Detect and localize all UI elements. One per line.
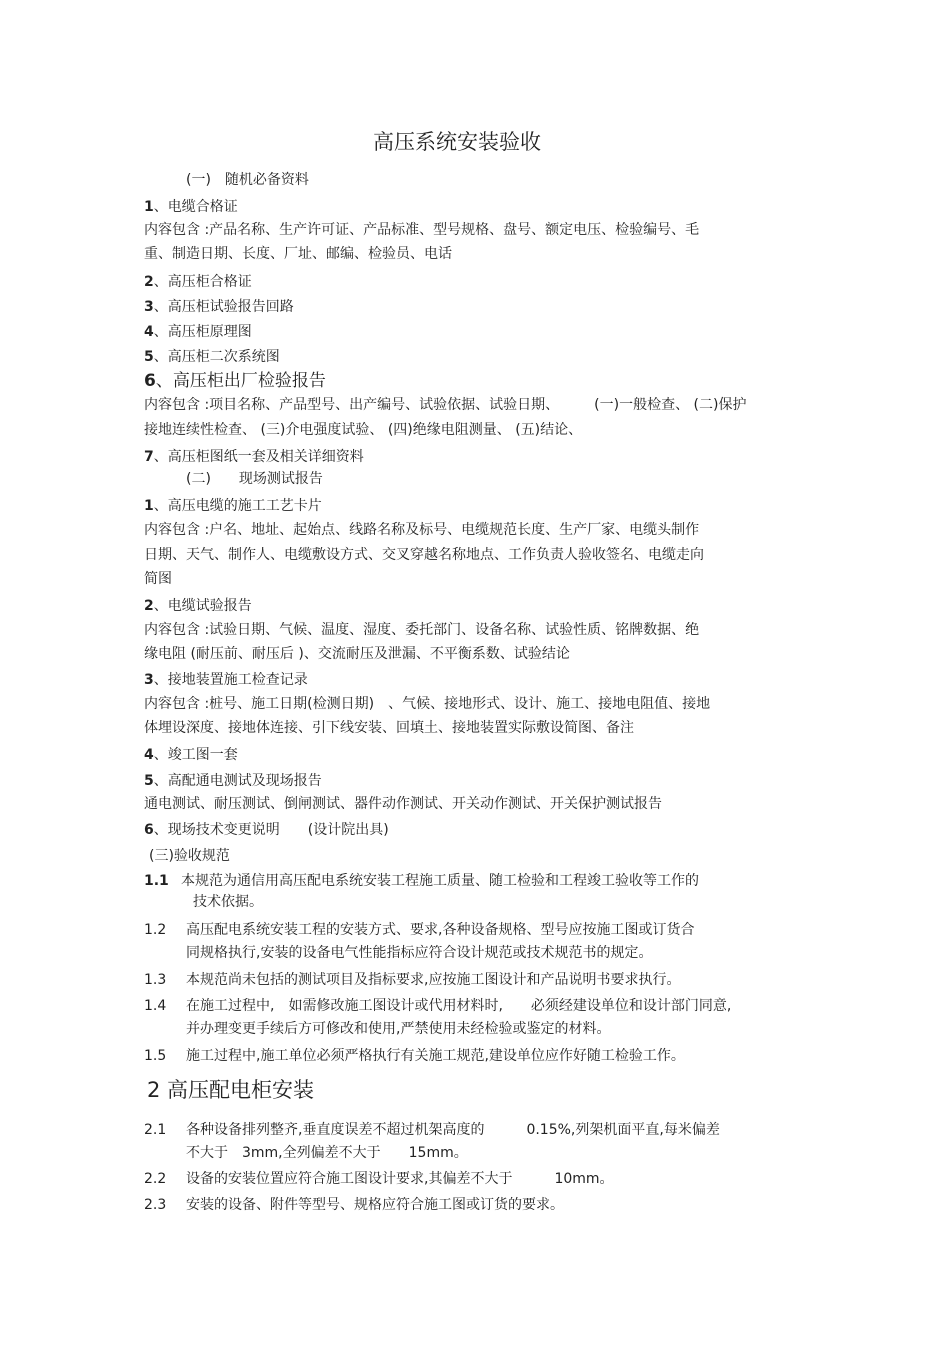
clause-line: 在施工过程中, 如需修改施工图设计或代用材料时, 必须经建设单位和设计部门同意, (186, 998, 732, 1014)
item-label: 、高压柜出厂检验报告 (155, 371, 326, 391)
paragraph-line: 重、制造日期、长度、厂址、邮编、检验员、电话 (144, 246, 452, 262)
item-number: 1 (144, 498, 154, 514)
clause-line: 本规范尚未包括的测试项目及指标要求,应按施工图设计和产品说明书要求执行。 (186, 972, 681, 988)
item-label: 、竣工图一套 (153, 747, 238, 763)
item-label: 、高压柜图纸一套及相关详细资料 (153, 449, 364, 465)
clause-line: 安装的设备、附件等型号、规格应符合施工图或订货的要求。 (186, 1197, 564, 1213)
section-heading: (一) 随机必备资料 (186, 172, 309, 188)
list-item (144, 273, 252, 291)
item-number: 3 (144, 299, 154, 315)
list-item (144, 198, 238, 216)
item-number: 7 (144, 449, 154, 465)
list-item (144, 497, 322, 515)
list-item (144, 348, 280, 366)
item-label: 、高压柜二次系统图 (153, 349, 280, 365)
list-item (144, 448, 364, 466)
clause-line: 不大于 3mm,全列偏差不大于 15mm。 (186, 1145, 468, 1161)
item-label: 、高压柜试验报告回路 (153, 299, 294, 315)
item-label: 、接地装置施工检查记录 (153, 672, 308, 688)
clause-line: 本规范为通信用高压配电系统安装工程施工质量、随工检验和工程竣工验收等工作的 (181, 873, 699, 889)
paragraph-line: 内容包含 :桩号、施工日期(检测日期) 、气候、接地形式、设计、施工、接地电阻值、接地 (144, 696, 711, 712)
clause-line: 施工过程中,施工单位必须严格执行有关施工规范,建设单位应作好随工检验工作。 (186, 1048, 685, 1064)
clause-number: 2.1 (144, 1122, 167, 1138)
list-item (144, 821, 389, 839)
section-heading: (三)验收规范 (149, 848, 230, 864)
paragraph-line: 日期、天气、制作人、电缆敷设方式、交叉穿越名称地点、工作负责人验收签名、电缆走向 (144, 547, 704, 563)
clause-number: 2.2 (144, 1171, 167, 1187)
paragraph-line: 内容包含 :项目名称、产品型号、出产编号、试验依据、试验日期、 (一)一般检查、 (二)保护 (144, 397, 747, 413)
item-number: 6 (144, 822, 154, 838)
clause-line: 同规格执行,安装的设备电气性能指标应符合设计规范或技术规范书的规定。 (186, 945, 653, 961)
item-label: 、电缆合格证 (153, 199, 238, 215)
item-number: 4 (144, 747, 154, 763)
document-title: 高压系统安装验收 (373, 130, 541, 154)
item-number: 2 (144, 598, 154, 614)
item-number: 1 (144, 199, 154, 215)
paragraph-line: 接地连续性检查、 (三)介电强度试验、 (四)绝缘电阻测量、 (五)结论、 (144, 422, 583, 438)
item-number: 5 (144, 773, 154, 789)
item-label: 、高压电缆的施工工艺卡片 (153, 498, 322, 514)
item-number: 6 (144, 371, 156, 391)
item-label: 、高压柜原理图 (153, 324, 252, 340)
item-label: 、高配通电测试及现场报告 (153, 773, 322, 789)
clause-line: 各种设备排列整齐,垂直度误差不超过机架高度的 0.15%,列架机面平直,每米偏差 (186, 1122, 720, 1138)
item-label: 、电缆试验报告 (153, 598, 252, 614)
list-item (144, 298, 294, 316)
clause-number: 2.3 (144, 1197, 167, 1213)
clause-line: 技术依据。 (193, 894, 263, 910)
clause-line: 设备的安装位置应符合施工图设计要求,其偏差不大于 10mm。 (186, 1171, 614, 1187)
list-item (144, 370, 326, 392)
item-label: 、高压柜合格证 (153, 274, 252, 290)
item-number: 4 (144, 324, 154, 340)
section-heading: (二) 现场测试报告 (186, 471, 323, 487)
clause-line: 并办理变更手续后方可修改和使用,严禁使用未经检验或鉴定的材料。 (186, 1021, 611, 1037)
list-item (144, 323, 252, 341)
clause-number: 1.5 (144, 1048, 167, 1064)
paragraph-line: 内容包含 :户名、地址、起始点、线路名称及标号、电缆规范长度、生产厂家、电缆头制作 (144, 522, 700, 538)
clause-number: 1.1 (144, 873, 169, 889)
item-number: 2 (144, 274, 154, 290)
paragraph-line: 体埋设深度、接地体连接、引下线安装、回填土、接地装置实际敷设简图、备注 (144, 720, 634, 736)
list-item (144, 772, 322, 790)
item-label: 、现场技术变更说明 (设计院出具) (153, 822, 389, 838)
clause-number: 1.3 (144, 972, 167, 988)
item-number: 3 (144, 672, 154, 688)
paragraph-line: 缘电阻 (耐压前、耐压后 )、交流耐压及泄漏、不平衡系数、试验结论 (144, 646, 570, 662)
list-item (144, 597, 252, 615)
clause-number: 1.2 (144, 922, 167, 938)
paragraph-line: 简图 (144, 571, 172, 587)
clause-number: 1.4 (144, 998, 167, 1014)
section-heading: 2 高压配电柜安装 (147, 1078, 315, 1102)
paragraph-line: 内容包含 :产品名称、生产许可证、产品标准、型号规格、盘号、额定电压、检验编号、毛 (144, 222, 700, 238)
item-number: 5 (144, 349, 154, 365)
paragraph-line: 通电测试、耐压测试、倒闸测试、器件动作测试、开关动作测试、开关保护测试报告 (144, 796, 662, 812)
clause-line: 高压配电系统安装工程的安装方式、要求,各种设备规格、型号应按施工图或订货合 (186, 922, 695, 938)
paragraph-line: 内容包含 :试验日期、气候、温度、湿度、委托部门、设备名称、试验性质、铭牌数据、绝 (144, 622, 700, 638)
list-item (144, 671, 308, 689)
list-item (144, 746, 238, 764)
